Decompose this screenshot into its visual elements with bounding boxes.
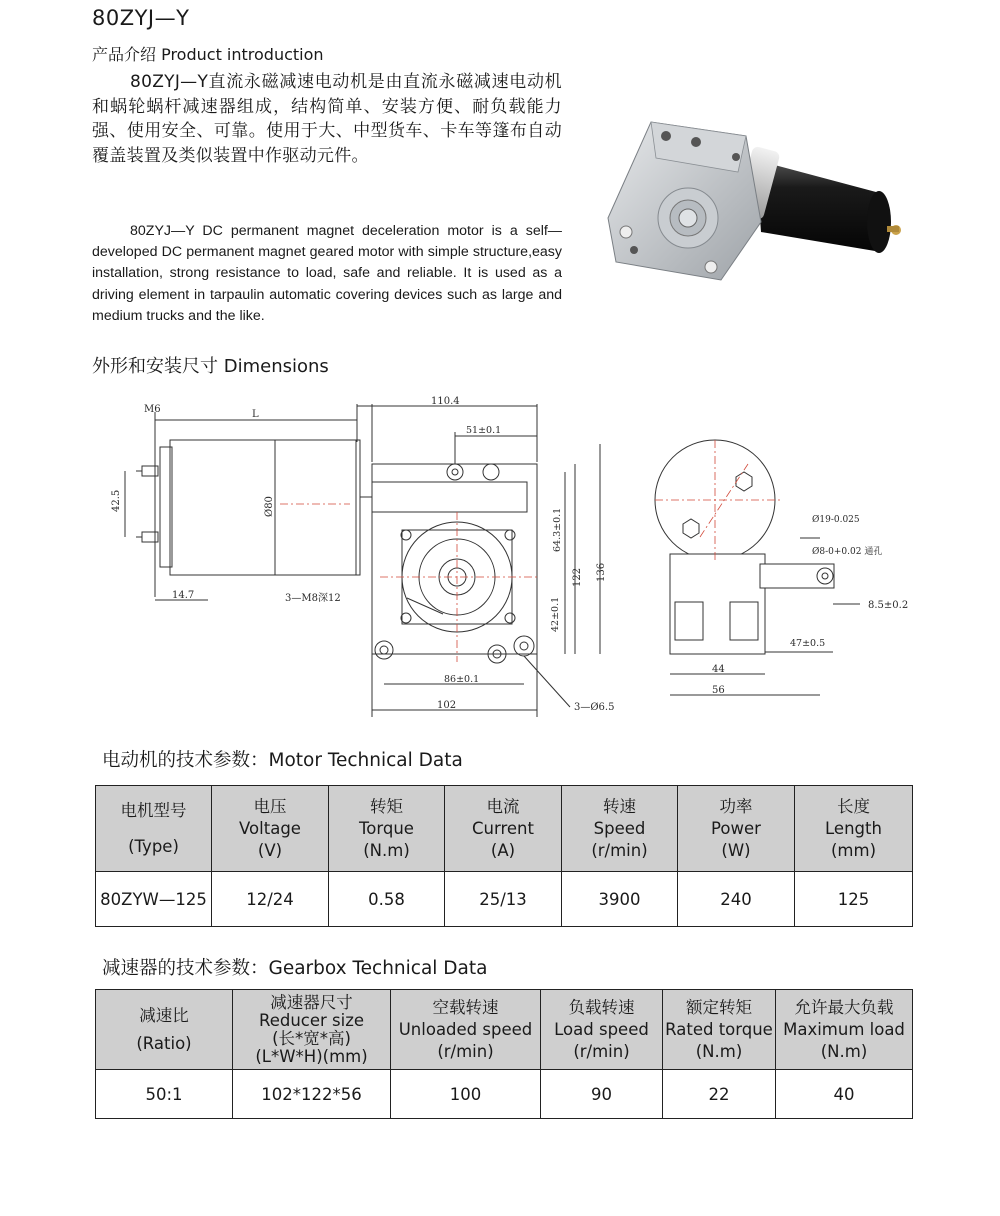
cell-voltage: 12/24 [212, 872, 329, 927]
dim-label-dia8: Ø8-0+0.02 通孔 [812, 547, 883, 557]
header-voltage: 电压 Voltage (V) [212, 786, 329, 872]
cell-load-speed: 90 [541, 1070, 663, 1119]
dim-label-47: 47±0.5 [790, 638, 826, 649]
table-row [96, 1070, 913, 1119]
dim-label-m6: M6 [144, 404, 161, 415]
header-ratio: 减速比 (Ratio) [96, 990, 233, 1070]
header-unloaded-speed: 空载转速 Unloaded speed (r/min) [391, 990, 541, 1070]
header-type: 电机型号 (Type) [96, 786, 212, 872]
header-speed: 转速 Speed (r/min) [562, 786, 678, 872]
header-rated-torque: 额定转矩 Rated torque (N.m) [663, 990, 776, 1070]
cell-rated-torque: 22 [663, 1070, 776, 1119]
cell-maximum-load: 40 [776, 1070, 913, 1119]
model-title: 80ZYJ—Y [92, 6, 190, 30]
cell-current: 25/13 [445, 872, 562, 927]
dim-label-122: 122 [572, 567, 583, 587]
dim-label-102: 102 [437, 700, 457, 711]
dim-label-42: 42±0.1 [550, 596, 561, 632]
gearbox-section-title: 减速器的技术参数：Gearbox Technical Data [102, 958, 488, 979]
cell-torque: 0.58 [329, 872, 445, 927]
cell-power: 240 [678, 872, 795, 927]
cell-speed: 3900 [562, 872, 678, 927]
cell-type: 80ZYW—125 [96, 872, 212, 927]
cell-reducer-size: 102*122*56 [233, 1070, 391, 1119]
motor-data-table [95, 785, 913, 927]
header-load-speed: 负载转速 Load speed (r/min) [541, 990, 663, 1070]
cell-length: 125 [795, 872, 913, 927]
dimension-drawing [100, 392, 920, 722]
dim-label-42-5: 42.5 [111, 489, 122, 512]
dim-label-dia19: Ø19-0.025 [812, 515, 860, 525]
dim-label-64-3: 64.3±0.1 [552, 507, 563, 552]
dim-label-51: 51±0.1 [466, 425, 502, 436]
cell-unloaded-speed: 100 [391, 1070, 541, 1119]
dim-label-136: 136 [596, 562, 607, 582]
intro-heading: 产品介绍 Product introduction [92, 45, 324, 64]
motor-section-title: 电动机的技术参数：Motor Technical Data [102, 750, 463, 771]
dim-label-86: 86±0.1 [444, 674, 480, 685]
intro-text-chinese: 80ZYJ—Y直流永磁减速电动机是由直流永磁减速电动机和蜗轮蜗杆减速器组成，结构简单、安装方便、耐负载能力强、使用安全、可靠。使用于大、中型货车、卡车等篷布自动覆盖装置及类似装置中作驱动元件。 [92, 72, 562, 166]
dim-label-6-5: 3—Ø6.5 [574, 702, 615, 713]
dim-label-56: 56 [712, 685, 725, 696]
dim-label-l: L [252, 409, 259, 420]
header-maximum-load: 允许最大负载 Maximum load (N.m) [776, 990, 913, 1070]
intro-text-english: 80ZYJ—Y DC permanent magnet deceleration motor is a self—developed DC permanent magnet geared motor with simple structure,easy installation, strong resistance to load, safe and reliable. It is used as a driving element in tarpaulin automatic covering devices such as large and medium trucks and the like. [92, 223, 562, 324]
dim-label-14-7: 14.7 [172, 590, 195, 601]
header-length: 长度 Length (mm) [795, 786, 913, 872]
dim-label-110-4: 110.4 [431, 396, 460, 407]
product-photo [596, 112, 926, 287]
dim-label-44: 44 [712, 664, 725, 675]
header-current: 电流 Current (A) [445, 786, 562, 872]
table-row [96, 872, 913, 927]
cell-ratio: 50:1 [96, 1070, 233, 1119]
gearbox-data-table [95, 989, 913, 1119]
dim-label-m8: 3—M8深12 [285, 593, 341, 604]
dim-label-8-5: 8.5±0.2 [868, 600, 909, 611]
dimensions-heading: 外形和安装尺寸 Dimensions [92, 356, 329, 377]
header-power: 功率 Power (W) [678, 786, 795, 872]
header-torque: 转矩 Torque (N.m) [329, 786, 445, 872]
dim-label-dia80: Ø80 [264, 496, 275, 517]
header-reducer-size: 减速器尺寸 Reducer size (长*宽*高) (L*W*H)(mm) [233, 990, 391, 1070]
